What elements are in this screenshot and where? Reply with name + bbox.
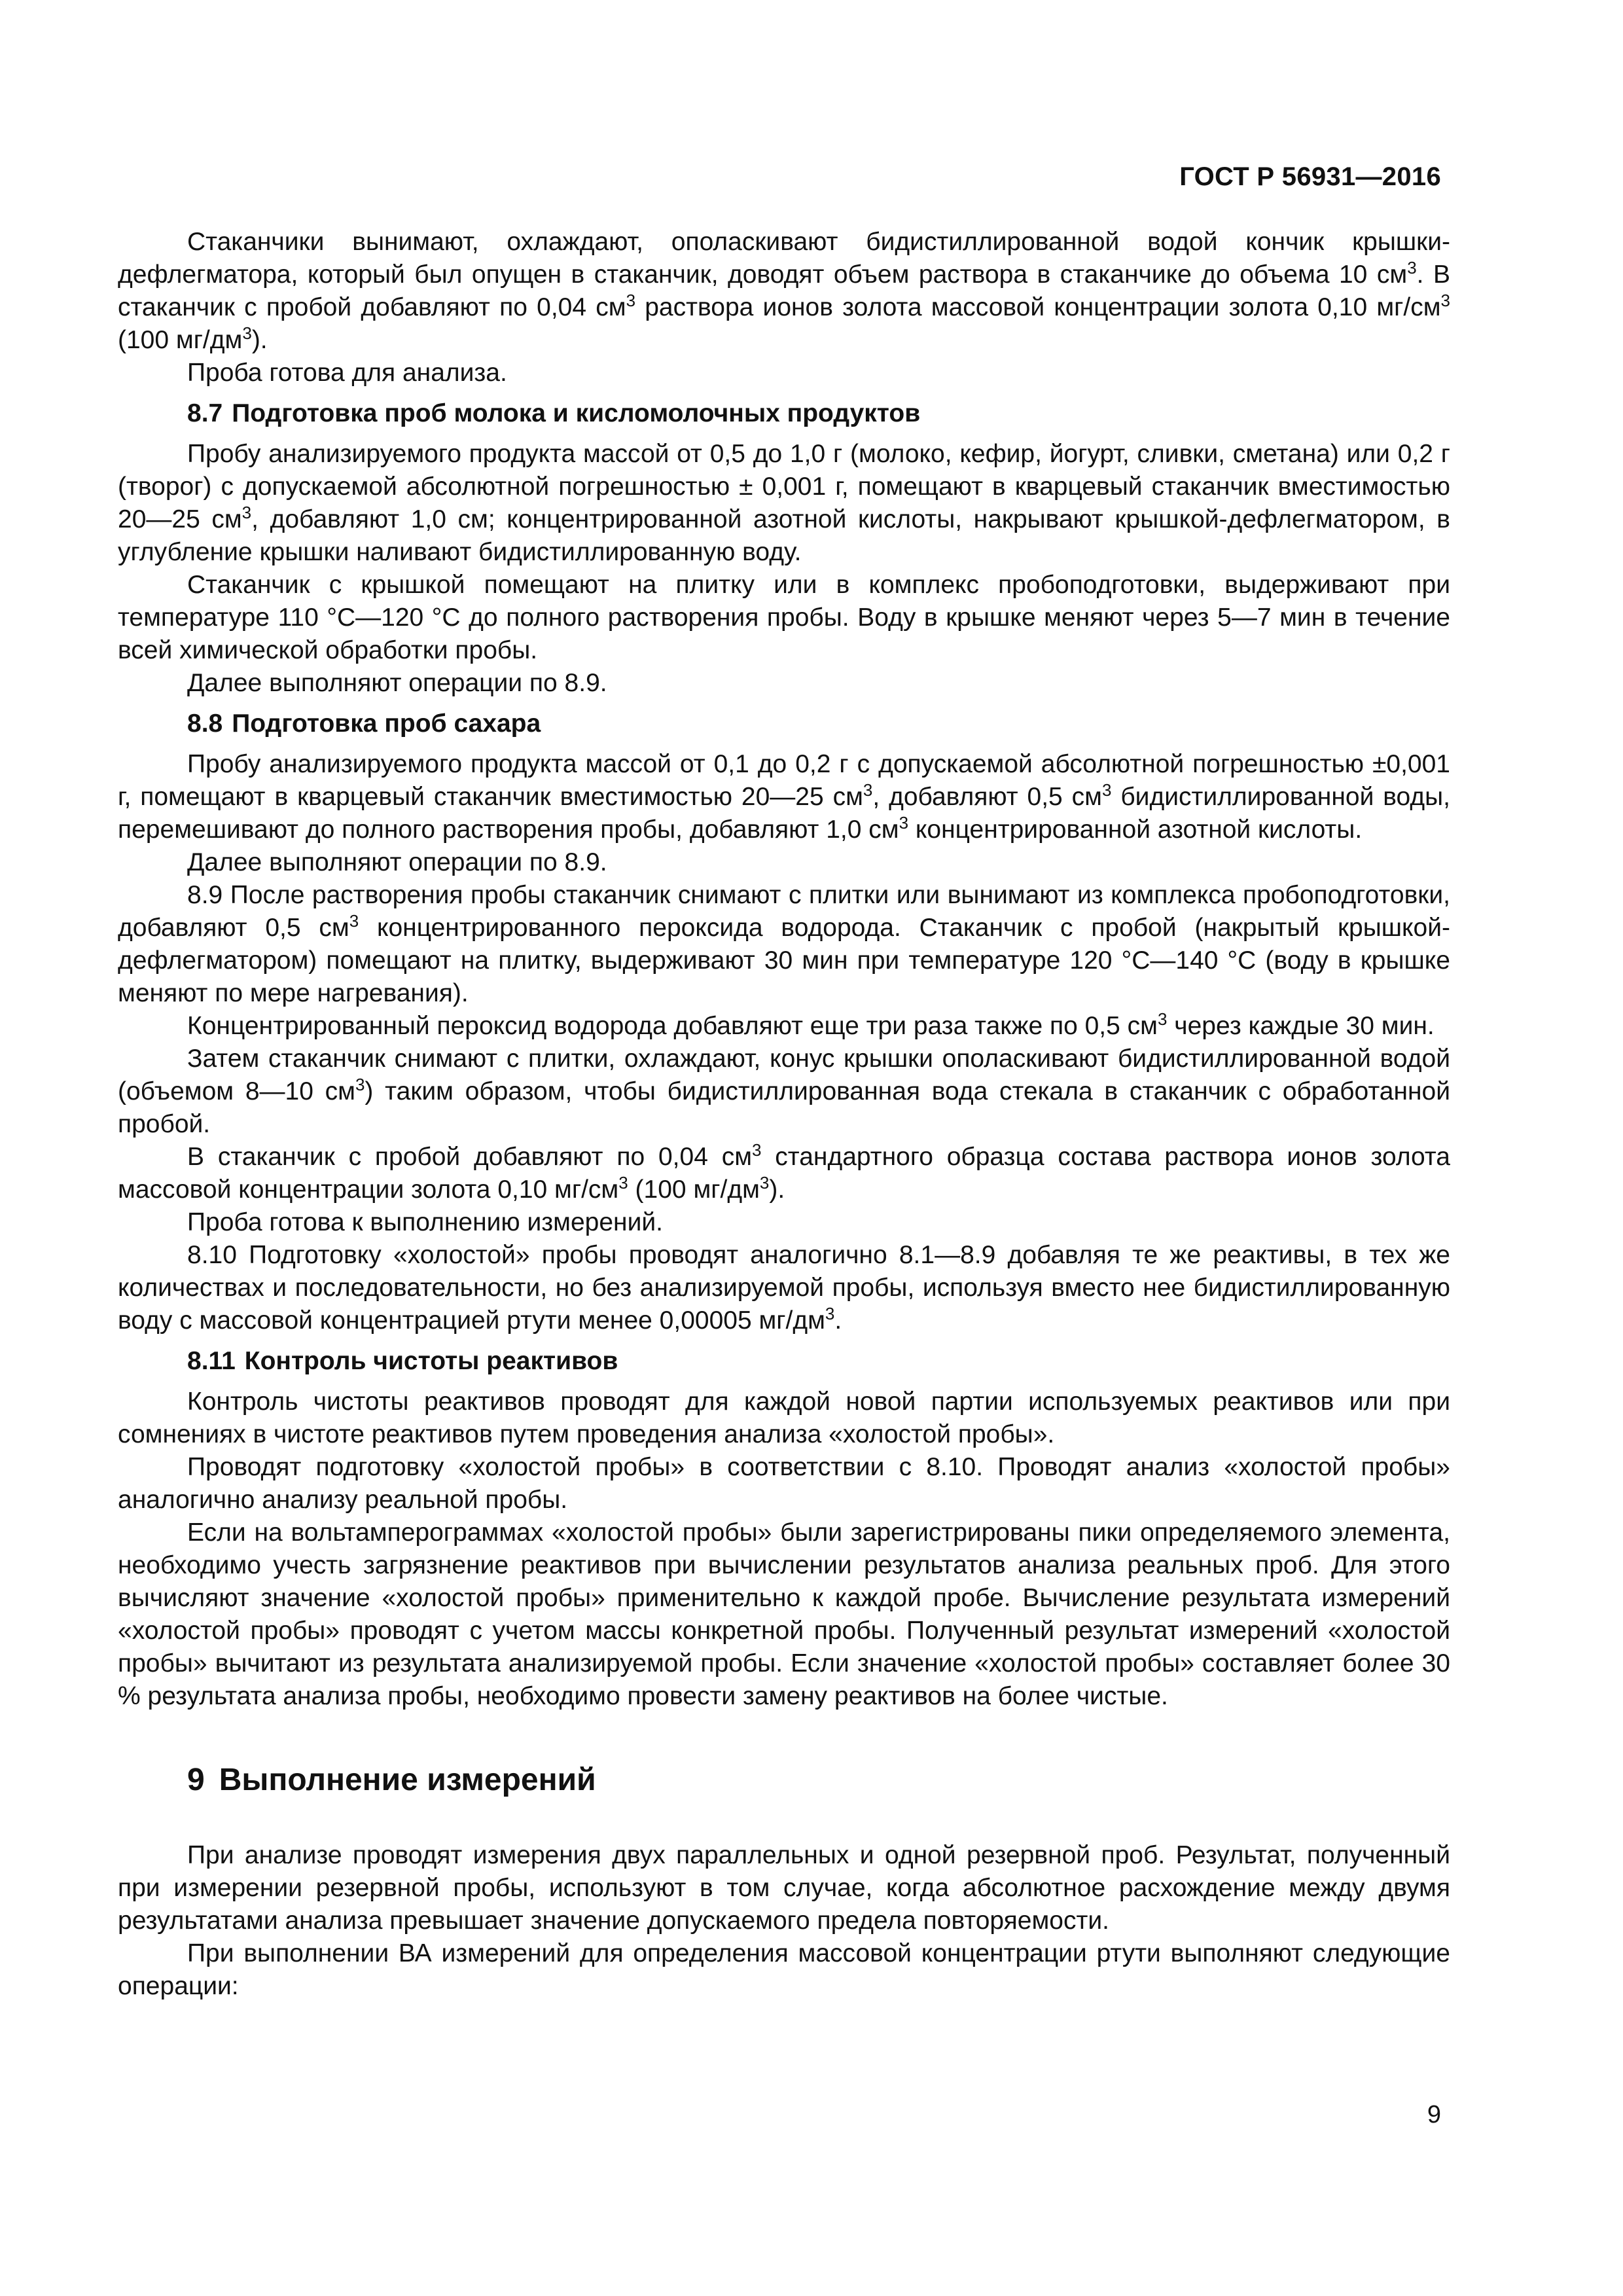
paragraph: Концентрированный пероксид водорода добавляют еще три раза также по 0,5 $см^3$ через каждые 30 мин. (187, 1009, 1435, 1040)
paragraph: Стаканчики вынимают, охлаждают, ополаскивают бидистиллированной водой кончик крышки-дефлегматора, который был опущен в стаканчик, доводят объем раствора в стаканчике до объема 10 $см^3$. В стаканчик с пробой добавляют по 0,04 $см^3$ раствора ионов золота массовой концентрации золота 0,10 $мг/см^3$ (100 $мг/дм^3$). (118, 228, 1451, 354)
paragraph: Далее выполняют операции по 8.9. (187, 669, 607, 697)
subsection-heading-8-7: 8.7 Подготовка проб молока и кисломолочных продуктов (187, 399, 921, 427)
paragraph: При анализе проводят измерения двух параллельных и одной резервной проб. Результат, полученный при измерении резервной пробы, используют в том случае, когда абсолютное расхождение между двумя результатами анализа превышает значение допускаемого предела повторяемости. (118, 1841, 1450, 1935)
paragraph: В стаканчик с пробой добавляют по 0,04 $см^3$ стандартного образца состава раствора ионов золота массовой концентрации золота 0,10 $мг/см^3$ (100 $мг/дм^3$). (118, 1140, 1450, 1204)
document-body (118, 226, 1450, 2003)
paragraph: Если на вольтамперограммах «холостой пробы» были зарегистрированы пики определяемого элемента, необходимо учесть загрязнение реактивов при вычислении результатов анализа реальных проб. Для этого вычисляют значение «холостой пробы» применительно к каждой пробе. Вычисление результата измерений «холостой пробы» проводят с учетом массы конкретной пробы. Полученный результат измерений «холостой пробы» вычитают из результата анализируемой пробы. Если значение «холостой пробы» составляет более 30 % результата анализа пробы, необходимо провести замену реактивов на более чистые. (118, 1518, 1450, 1710)
paragraph: Затем стаканчик снимают с плитки, охлаждают, конус крышки ополаскивают бидистиллированной водой (объемом 8—10 $см^3$) таким образом, чтобы бидистиллированная вода стекала в стаканчик с обработанной пробой. (118, 1045, 1450, 1138)
paragraph: Проба готова к выполнению измерений. (187, 1208, 663, 1236)
paragraph: Проводят подготовку «холостой пробы» в соответствии с 8.10. Проводят анализ «холостой пробы» аналогично анализу реальной пробы. (118, 1453, 1450, 1514)
subsection-heading-8-11: 8.11 Контроль чистоты реактивов (187, 1347, 618, 1375)
paragraph: Контроль чистоты реактивов проводят для каждой новой партии используемых реактивов или при сомнениях в чистоте реактивов путем проведения анализа «холостой пробы». (118, 1388, 1450, 1448)
paragraph: 8.10 Подготовку «холостой» пробы проводят аналогично 8.1—8.9 добавляя те же реактивы, в тех же количествах и последовательности, но без анализируемой пробы, используя вместо нее бидистиллированную воду с массовой концентрацией ртути менее 0,00005 $мг/дм^3$. (118, 1241, 1450, 1335)
page-number: 9 (1427, 2101, 1441, 2128)
paragraph: Проба готова для анализа. (187, 359, 507, 387)
paragraph: Стаканчик с крышкой помещают на плитку или в комплекс пробоподготовки, выдерживают при температуре 110 °С—120 °С до полного растворения пробы. Воду в крышке меняют через 5—7 мин в течение всей химической обработки пробы. (118, 571, 1450, 664)
paragraph: 8.9 После растворения пробы стаканчик снимают с плитки или вынимают из комплекса пробоподготовки, добавляют 0,5 $см^3$ концентрированного пероксида водорода. Стаканчик с пробой (накрытый крышкой-дефлегматором) помещают на плитку, выдерживают 30 мин при температуре 120 °С—140 °С (воду в крышке меняют по мере нагревания). (118, 881, 1450, 1007)
paragraph: Пробу анализируемого продукта массой от 0,1 до 0,2 г с допускаемой абсолютной погрешностью ±0,001 г, помещают в кварцевый стаканчик вместимостью 20—25 $см^3$, добавляют 0,5 $см^3$ бидистиллированной воды, перемешивают до полного растворения пробы, добавляют 1,0 $см^3$ концентрированной азотной кислоты. (118, 750, 1450, 844)
document-code-header: ГОСТ Р 56931—2016 (1179, 162, 1441, 191)
subsection-heading-8-8: 8.8 Подготовка проб сахара (187, 709, 541, 738)
section-heading-9: 9 Выполнение измерений (187, 1763, 596, 1797)
paragraph: Далее выполняют операции по 8.9. (187, 848, 607, 876)
paragraph: Пробу анализируемого продукта массой от 0,5 до 1,0 г (молоко, кефир, йогурт, сливки, сметана) или 0,2 г (творог) с допускаемой абсолютной погрешностью ± 0,001 г, помещают в кварцевый стаканчик вместимостью 20—25 $см^3$, добавляют 1,0 см; концентрированной азотной кислоты, накрывают крышкой-дефлегматором, в углубление крышки наливают бидистиллированную воду. (118, 440, 1450, 566)
paragraph: При выполнении ВА измерений для определения массовой концентрации ртути выполняют следующие операции: (118, 1939, 1450, 2000)
